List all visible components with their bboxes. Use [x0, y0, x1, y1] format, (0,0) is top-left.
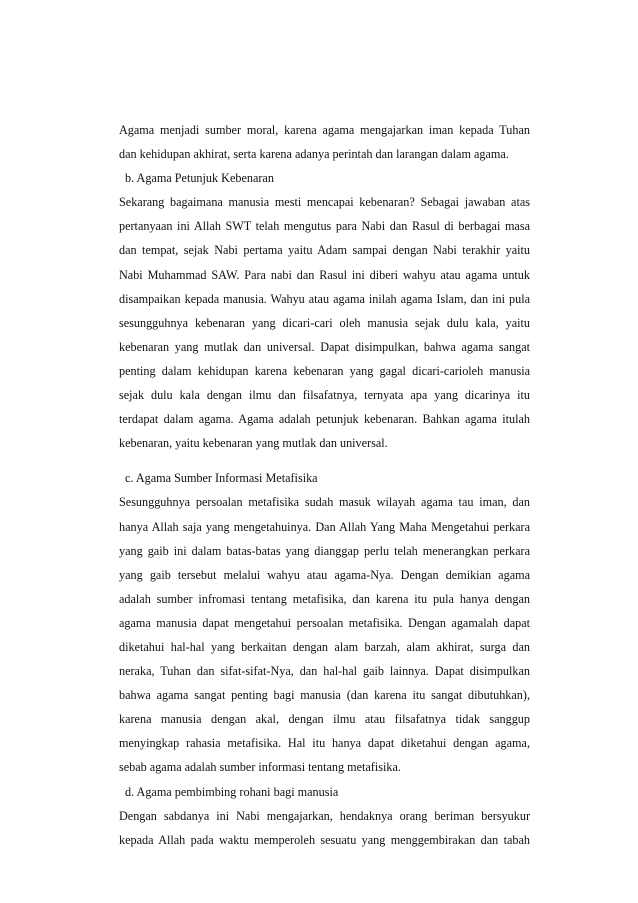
text-line: menyingkap rahasia metafisika. Hal itu hanya dapat diketahui dengan agama, — [119, 736, 530, 751]
text-line: diketahui hal-hal yang berkaitan dengan alam barzah, alam akhirat, surga dan — [119, 639, 530, 654]
text-line: neraka, Tuhan dan sifat-sifat-Nya, dan hal-hal gaib lainnya. Dapat disimpulkan — [119, 664, 530, 679]
page-content — [119, 118, 530, 852]
section-b-paragraph — [119, 190, 530, 455]
section-d-paragraph — [119, 804, 530, 852]
text-line: terdapat dalam agama. Agama adalah petunjuk kebenaran. Bahkan agama itulah — [119, 412, 530, 427]
paragraph-gap — [119, 455, 530, 466]
text-line: yang gaib ini dalam batas-batas yang dianggap perlu telah menerangkan perkara — [119, 543, 530, 558]
text-line: Agama menjadi sumber moral, karena agama mengajarkan iman kepada Tuhan — [119, 123, 530, 137]
text-line: agama manusia dapat mengetahui persoalan metafisika. Dengan agamalah dapat — [119, 615, 530, 630]
text-line: dan kehidupan akhirat, serta karena adanya perintah dan larangan dalam agama. — [119, 147, 509, 162]
text-line: Sekarang bagaimana manusia mesti mencapai kebenaran? Sebagai jawaban atas — [119, 195, 530, 210]
text-line: kebenaran yang mutlak dan universal. Dapat disimpulkan, bahwa agama sangat — [119, 339, 530, 354]
section-c-heading: c. Agama Sumber Informasi Metafisika — [125, 471, 318, 486]
text-line: bahwa agama sangat penting bagi manusia (dan karena itu sangat dibutuhkan), — [119, 688, 530, 703]
text-line: hanya Allah saja yang mengetahuinya. Dan Allah Yang Maha Mengetahui perkara — [119, 519, 530, 534]
text-line: pertanyaan ini Allah SWT telah mengutus para Nabi dan Rasul di berbagai masa — [119, 219, 530, 234]
text-line: yang gaib tersebut melalui wahyu atau agama-Nya. Dengan demikian agama — [119, 567, 530, 582]
section-b-heading: b. Agama Petunjuk Kebenaran — [125, 171, 274, 186]
text-line: karena manusia dengan akal, dengan ilmu atau filsafatnya tidak sanggup — [119, 712, 530, 727]
text-line: penting dalam kehidupan karena kebenaran yang gagal dicari-carioleh manusia — [119, 363, 530, 378]
text-line: dan tempat, sejak Nabi pertama yaitu Adam sampai dengan Nabi terakhir yaitu — [119, 243, 530, 258]
text-line: Nabi Muhammad SAW. Para nabi dan Rasul ini diberi wahyu atau agama untuk — [119, 267, 530, 282]
section-d-heading: d. Agama pembimbing rohani bagi manusia — [125, 784, 339, 799]
text-line: kebenaran, yaitu kebenaran yang mutlak dan universal. — [119, 436, 388, 451]
text-line: Sesungguhnya persoalan metafisika sudah masuk wilayah agama tau iman, dan — [119, 495, 530, 510]
text-line: sebab agama adalah sumber informasi tentang metafisika. — [119, 760, 401, 775]
text-line: adalah sumber infromasi tentang metafisika, dan karena itu pula hanya dengan — [119, 591, 530, 606]
text-line: Dengan sabdanya ini Nabi mengajarkan, hendaknya orang beriman bersyukur — [119, 808, 530, 823]
text-line: disampaikan kepada manusia. Wahyu atau agama inilah agama Islam, dan ini pula — [119, 291, 530, 306]
section-c-paragraph — [119, 490, 530, 779]
intro-paragraph — [119, 118, 530, 166]
text-line: kepada Allah pada waktu memperoleh sesuatu yang menggembirakan dan tabah — [119, 832, 530, 847]
text-line: sejak dulu kala dengan ilmu dan filsafatnya, ternyata apa yang dicarinya itu — [119, 388, 530, 403]
text-line: sesungguhnya kebenaran yang dicari-cari oleh manusia sejak dulu kala, yaitu — [119, 315, 530, 330]
